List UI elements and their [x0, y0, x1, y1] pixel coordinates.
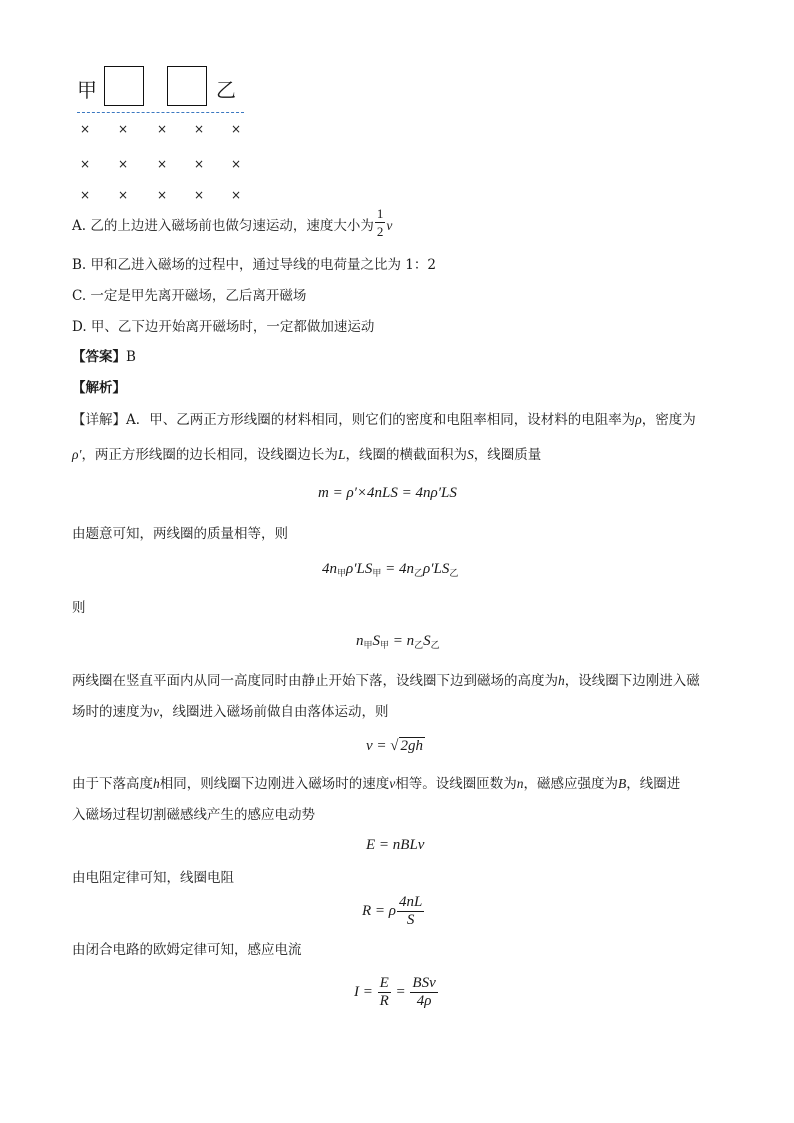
field-cross: × — [231, 157, 242, 171]
equation-ns: $n_甲S_甲 = n_乙S_乙$ — [356, 633, 440, 650]
label-jia: 甲 — [77, 78, 97, 102]
option-c: C. 一定是甲先离开磁场，乙后离开磁场 — [72, 288, 307, 304]
detail-line-5: 两线圈在竖直平面内从同一高度同时由静止开始下落，设线圈下边到磁场的高度为h，设线圈下边刚进入磁 — [72, 673, 700, 689]
field-cross: × — [231, 122, 242, 136]
detail-line-9: 由电阻定律可知，线圈电阻 — [72, 870, 234, 886]
label-yi: 乙 — [216, 78, 236, 102]
field-cross: × — [80, 122, 91, 136]
equation-velocity: v = √ 2gh — [366, 738, 424, 754]
field-cross: × — [118, 122, 129, 136]
equation-resistance: R = ρ $\frac{4nL}{S}$ — [362, 894, 423, 928]
field-boundary — [77, 112, 244, 113]
field-cross: × — [194, 157, 205, 171]
option-a: A. 乙的上边进入磁场前也做匀速运动，速度大小为 $\frac{1}{2}$ v — [72, 206, 393, 239]
option-b: B. 甲和乙进入磁场的过程中，通过导线的电荷量之比为 1：2 — [72, 257, 436, 273]
field-cross: × — [118, 188, 129, 202]
field-cross: × — [194, 122, 205, 136]
field-cross: × — [157, 157, 168, 171]
analysis-label: 【解析】 — [72, 380, 126, 396]
equation-current: I = $\frac{E}{R}$ = $\frac{\text{BSv}}{4\rho}$ — [354, 975, 436, 1009]
field-cross: × — [157, 188, 168, 202]
detail-line-3: 由题意可知，两线圈的质量相等，则 — [72, 526, 288, 542]
option-d: D. 甲、乙下边开始离开磁场时，一定都做加速运动 — [72, 319, 375, 335]
equation-mass: m = ρ′×4nLS = 4nρ′LS — [318, 485, 457, 501]
equation-mass-equal: $4n_甲\rho'LS_甲 = 4n_乙\rho'LS_乙$ — [322, 561, 459, 578]
answer: 【答案】B — [72, 349, 136, 365]
detail-line-8: 入磁场过程切割磁感线产生的感应电动势 — [72, 807, 315, 823]
field-cross: × — [80, 188, 91, 202]
field-cross: × — [118, 157, 129, 171]
detail-line-1: 【详解】A．甲、乙两正方形线圈的材料相同，则它们的密度和电阻率相同，设材料的电阻率为ρ，密度为 — [72, 412, 696, 428]
detail-line-10: 由闭合电路的欧姆定律可知，感应电流 — [72, 942, 302, 958]
detail-line-2: ρ′，两正方形线圈的边长相同，设线圈边长为L，线圈的横截面积为S，线圈质量 — [72, 447, 542, 463]
detail-line-7: 由于下落高度h相同，则线圈下边刚进入磁场时的速度v相等。设线圈匝数为n，磁感应强度为B，线圈进 — [72, 776, 681, 792]
detail-line-6: 场时的速度为v，线圈进入磁场前做自由落体运动，则 — [72, 704, 389, 720]
equation-emf: E = nBLv — [366, 837, 425, 853]
field-cross: × — [157, 122, 168, 136]
field-cross: × — [231, 188, 242, 202]
coil-jia — [104, 66, 144, 106]
detail-line-4: 则 — [72, 600, 86, 616]
field-cross: × — [194, 188, 205, 202]
coil-yi — [167, 66, 207, 106]
field-cross: × — [80, 157, 91, 171]
